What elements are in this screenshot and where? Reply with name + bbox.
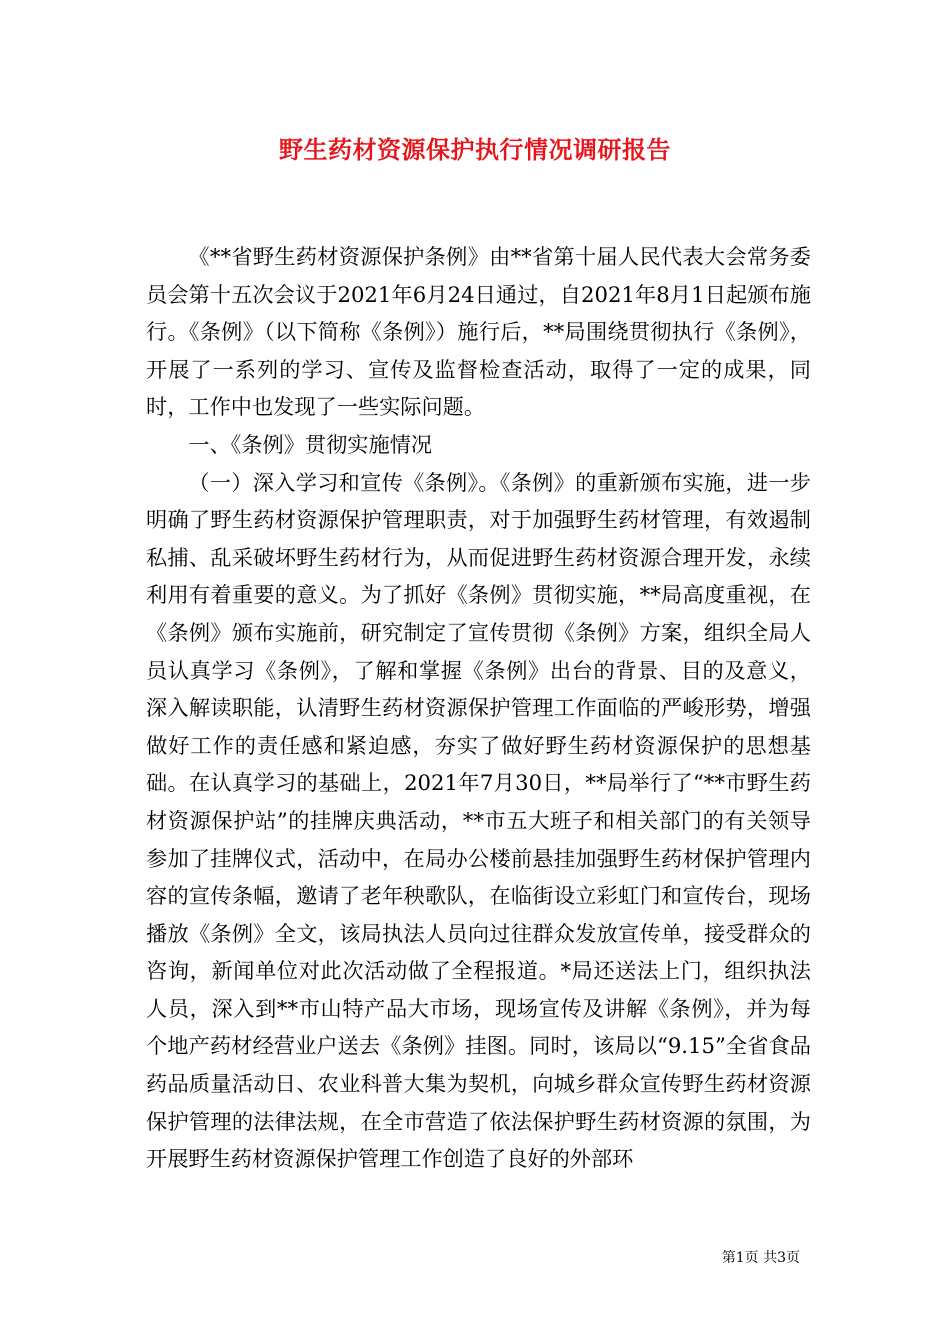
intro-paragraph: 《**省野生药材资源保护条例》由**省第十届人民代表大会常务委员会第十五次会议于2021年6月24日通过，自2021年8月1日起颁布施行。《条例》（以下简称《条例》）施行后，**局围绕贯彻执行《条例》，开展了一系列的学习、宣传及监督检查活动，取得了一定的成果，同时，工作中也发现了一些实际问题。 [146, 244, 811, 420]
document-title: 野生药材资源保护执行情况调研报告 [279, 135, 671, 164]
document-body [146, 238, 811, 1178]
subsection-paragraph: （一）深入学习和宣传《条例》。《条例》的重新颁布实施，进一步明确了野生药材资源保护管理职责，对于加强野生药材管理，有效遏制私捕、乱采破坏野生药材行为，从而促进野生药材资源合理开发，永续利用有着重要的意义。为了抓好《条例》贯彻实施，**局高度重视，在《条例》颁布实施前，研究制定了宣传贯彻《条例》方案，组织全局人员认真学习《条例》，了解和掌握《条例》出台的背景、目的及意义，深入解读职能，认清野生药材资源保护管理工作面临的严峻形势，增强做好工作的责任感和紧迫感，夯实了做好野生药材资源保护的思想基础。在认真学习的基础上，2021年7月30日，**局举行了“**市野生药材资源保护站”的挂牌庆典活动，**市五大班子和相关部门的有关领导参加了挂牌仪式，活动中，在局办公楼前悬挂加强野生药材保护管理内容的宣传条幅，邀请了老年秧歌队，在临街设立彩虹门和宣传台，现场播放《条例》全文，该局执法人员向过往群众发放宣传单，接受群众的咨询，新闻单位对此次活动做了全程报道。*局还送法上门，组织执法人员，深入到**市山特产品大市场，现场宣传及讲解《条例》，并为每个地产药材经营业户送去《条例》挂图。同时，该局以“9.15”全省食品药品质量活动日、农业科普大集为契机，向城乡群众宣传野生药材资源保护管理的法律法规，在全市营造了依法保护野生药材资源的氛围，为开展野生药材资源保护管理工作创造了良好的外部环 [146, 469, 811, 1172]
section-heading: 一、《条例》贯彻实施情况 [188, 431, 433, 457]
page-number: 第1页 共3页 [721, 1250, 800, 1266]
